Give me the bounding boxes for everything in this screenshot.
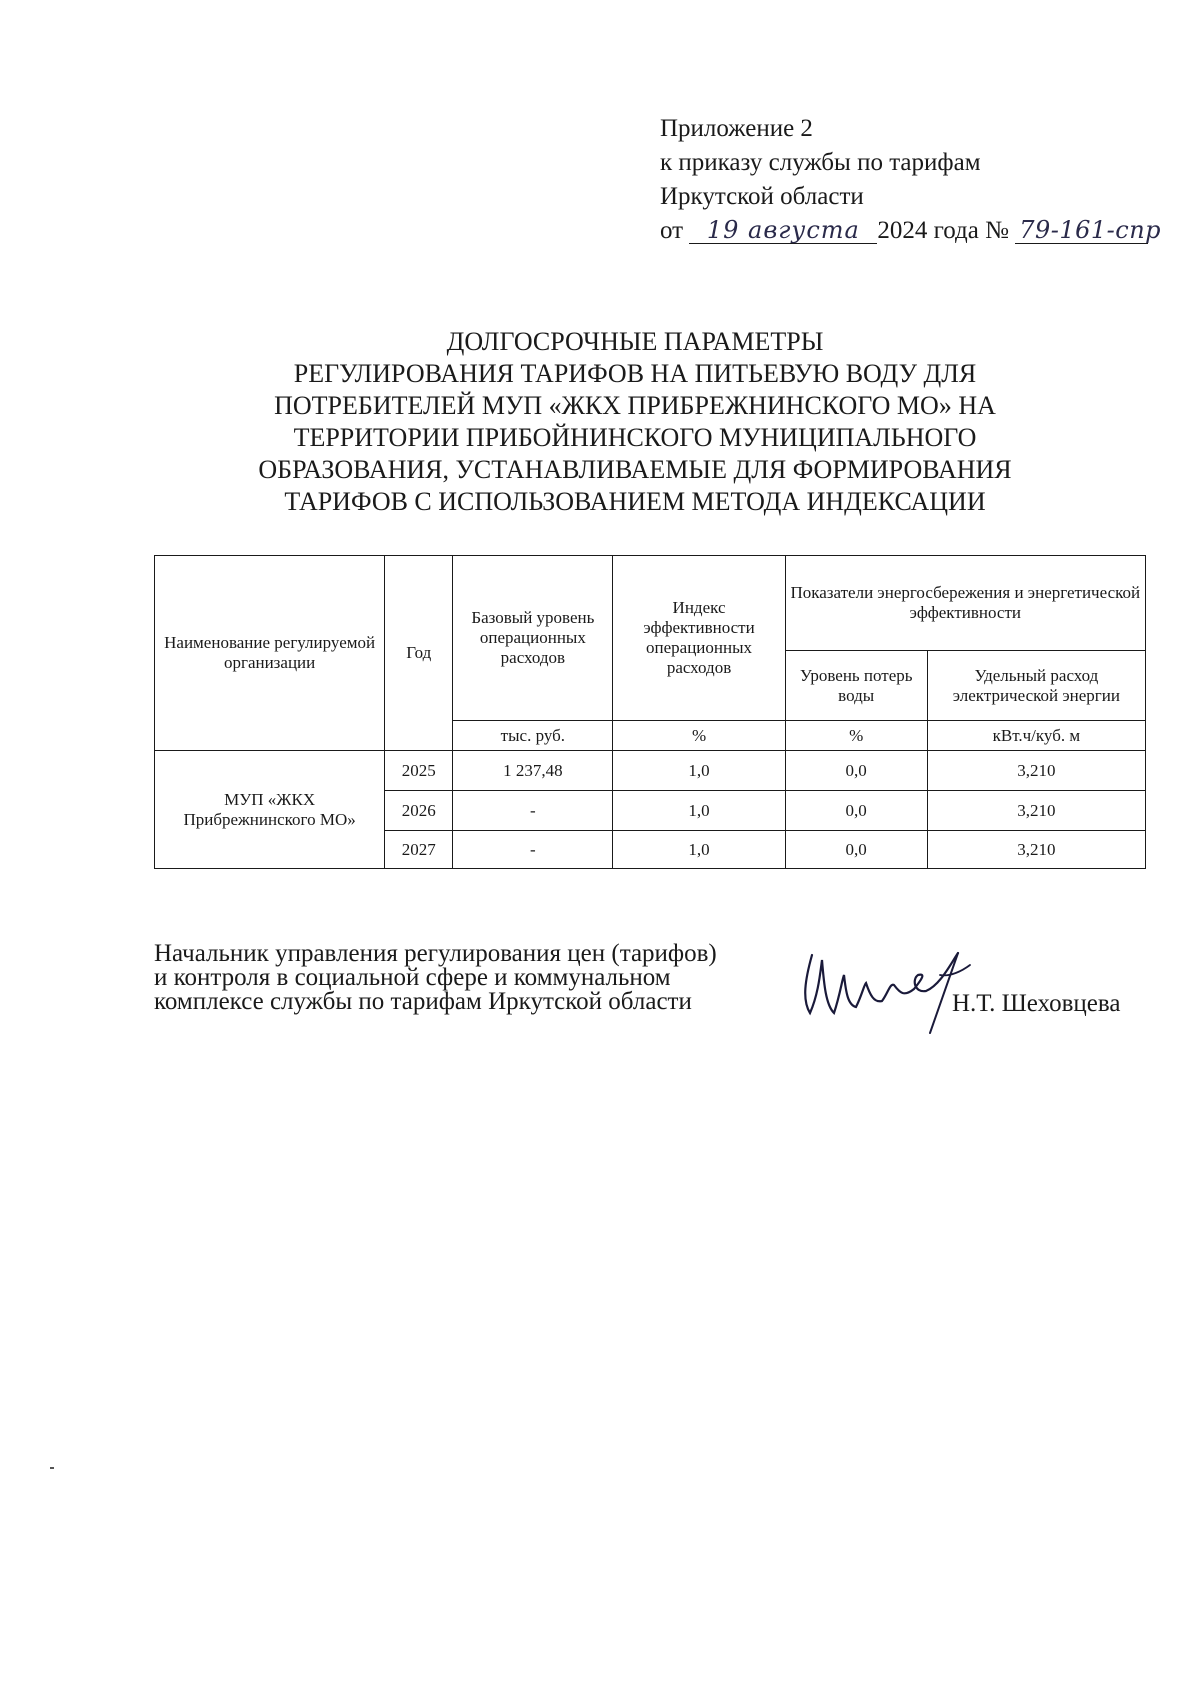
appendix-date-line bbox=[660, 214, 1162, 248]
cell-loss: 0,0 bbox=[785, 751, 927, 791]
title-line: ДОЛГОСРОЧНЫЕ ПАРАМЕТРЫ bbox=[446, 327, 824, 356]
appendix-title: Приложение 2 bbox=[660, 115, 813, 142]
handwritten-signature bbox=[790, 935, 990, 1035]
title-line: ТЕРРИТОРИИ ПРИБОЙНИНСКОГО МУНИЦИПАЛЬНОГО bbox=[293, 423, 977, 452]
signatory-name: Н.Т. Шеховцева bbox=[952, 990, 1121, 1017]
header-energy-group: Показатели энергосбережения и энергетической эффективности bbox=[785, 556, 1145, 651]
signatory-position bbox=[154, 942, 717, 1014]
cell-year: 2027 bbox=[385, 831, 453, 869]
scan-speck bbox=[50, 1467, 54, 1469]
unit-loss: % bbox=[785, 721, 927, 751]
title-line: РЕГУЛИРОВАНИЯ ТАРИФОВ НА ПИТЬЕВУЮ ВОДУ ДЛЯ bbox=[293, 359, 977, 388]
handwritten-date: 19 августа bbox=[689, 217, 877, 244]
header-specific: Удельный расход электрической энергии bbox=[927, 651, 1145, 721]
cell-year: 2026 bbox=[385, 791, 453, 831]
cell-loss: 0,0 bbox=[785, 831, 927, 869]
cell-specific: 3,210 bbox=[927, 831, 1145, 869]
position-line: комплексе службы по тарифам Иркутской области bbox=[154, 988, 692, 1015]
header-org: Наименование регулируемой организации bbox=[155, 556, 385, 751]
cell-loss: 0,0 bbox=[785, 791, 927, 831]
cell-specific: 3,210 bbox=[927, 751, 1145, 791]
header-year: Год bbox=[385, 556, 453, 751]
parameters-table bbox=[154, 555, 1146, 869]
title-line: ПОТРЕБИТЕЛЕЙ МУП «ЖКХ ПРИБРЕЖНИНСКОГО МО» НА bbox=[274, 391, 996, 420]
cell-base: - bbox=[453, 831, 613, 869]
year-text: 2024 года № bbox=[877, 217, 1009, 244]
unit-base: тыс. руб. bbox=[453, 721, 613, 751]
table-header-row bbox=[155, 556, 1146, 651]
cell-base: - bbox=[453, 791, 613, 831]
cell-index: 1,0 bbox=[613, 831, 785, 869]
position-line: Начальник управления регулирования цен (тарифов) bbox=[154, 940, 717, 967]
table-row bbox=[155, 751, 1146, 791]
header-base: Базовый уровень операционных расходов bbox=[453, 556, 613, 721]
organization-name: МУП «ЖКХ Прибрежнинского МО» bbox=[155, 751, 385, 869]
document-title bbox=[240, 326, 1030, 518]
appendix-region: Иркутской области bbox=[660, 183, 864, 210]
unit-specific: кВт.ч/куб. м bbox=[927, 721, 1145, 751]
cell-index: 1,0 bbox=[613, 791, 785, 831]
header-loss: Уровень потерь воды bbox=[785, 651, 927, 721]
appendix-block bbox=[660, 112, 1162, 248]
title-line: ТАРИФОВ С ИСПОЛЬЗОВАНИЕМ МЕТОДА ИНДЕКСАЦИИ bbox=[284, 487, 986, 516]
cell-year: 2025 bbox=[385, 751, 453, 791]
appendix-order-ref: к приказу службы по тарифам bbox=[660, 149, 981, 176]
title-line: ОБРАЗОВАНИЯ, УСТАНАВЛИВАЕМЫЕ ДЛЯ ФОРМИРОВАНИЯ bbox=[258, 455, 1012, 484]
position-line: и контроля в социальной сфере и коммунальном bbox=[154, 964, 671, 991]
cell-index: 1,0 bbox=[613, 751, 785, 791]
header-index: Индекс эффективности операционных расходов bbox=[613, 556, 785, 721]
cell-base: 1 237,48 bbox=[453, 751, 613, 791]
handwritten-order-number: 79-161-спр bbox=[1015, 217, 1148, 244]
cell-specific: 3,210 bbox=[927, 791, 1145, 831]
unit-index: % bbox=[613, 721, 785, 751]
date-prefix: от bbox=[660, 217, 684, 244]
